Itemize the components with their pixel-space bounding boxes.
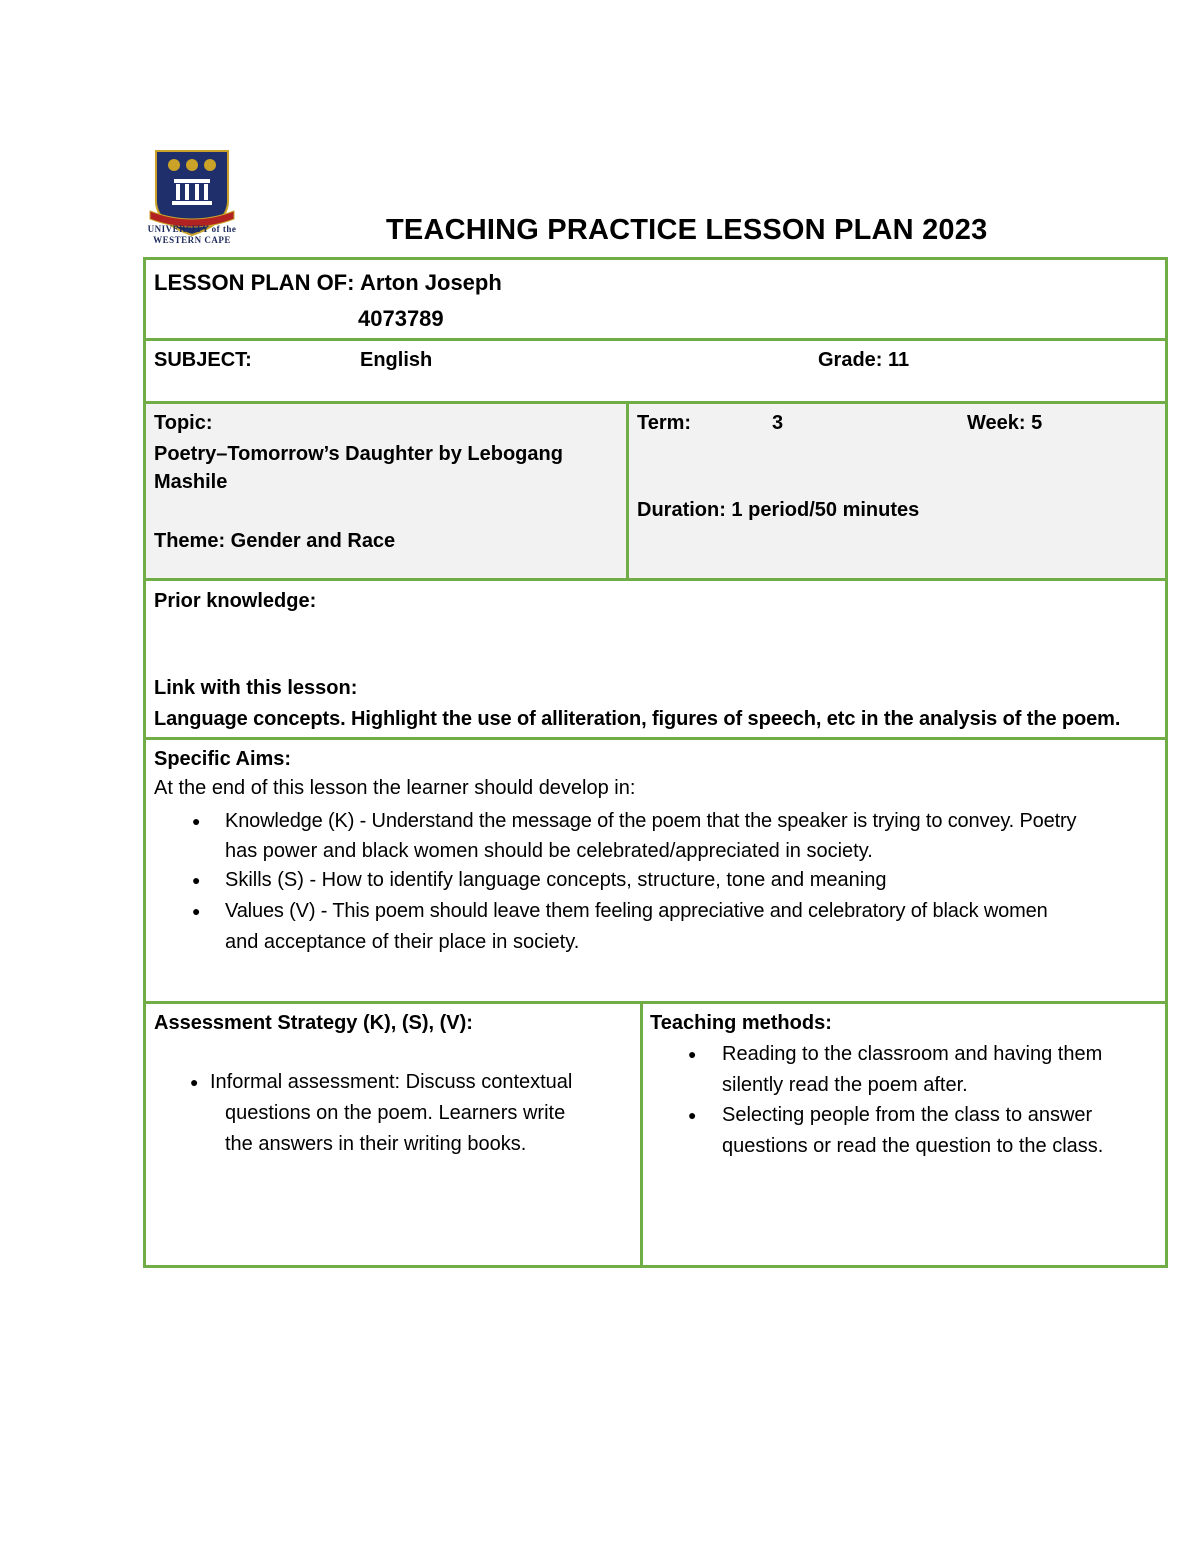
method-2-line-1: Selecting people from the class to answer: [722, 1104, 1093, 1126]
term-value: 3: [772, 412, 784, 434]
method-2-line-2: questions or read the question to the class.: [722, 1135, 1104, 1157]
rule-after-subject: [146, 401, 1165, 404]
bullet-icon: ●: [688, 1046, 697, 1062]
term-label: Term:: [637, 412, 692, 434]
rule-after-aims: [146, 1001, 1165, 1004]
bullet-icon: ●: [688, 1107, 697, 1123]
rule-after-lesson: [146, 338, 1165, 341]
link-label: Link with this lesson:: [154, 677, 358, 699]
student-number: 4073789: [358, 306, 444, 331]
page-title: TEACHING PRACTICE LESSON PLAN 2023: [386, 214, 988, 246]
topic-label: Topic:: [154, 412, 213, 434]
logo-text: [140, 224, 244, 246]
lesson-plan-name: Arton Joseph: [360, 270, 502, 295]
topic-divider: [626, 403, 629, 580]
aims-intro: At the end of this lesson the learner should develop in:: [154, 777, 636, 799]
aim-values-line-2: and acceptance of their place in society.: [225, 931, 580, 953]
method-1-line-2: silently read the poem after.: [722, 1074, 968, 1096]
subject-value: English: [360, 349, 433, 371]
duration-value: Duration: 1 period/50 minutes: [637, 499, 920, 521]
assessment-divider: [640, 1003, 643, 1265]
bullet-icon: ●: [192, 813, 201, 829]
teaching-methods-label: Teaching methods:: [650, 1012, 832, 1034]
assessment-line-2: questions on the poem. Learners write: [225, 1102, 566, 1124]
aim-knowledge-line-1: Knowledge (K) - Understand the message of the poem that the speaker is trying to convey. Poetry: [225, 810, 1077, 832]
lesson-plan-label: LESSON PLAN OF:: [154, 270, 355, 295]
theme-value: Theme: Gender and Race: [154, 530, 396, 552]
aim-skills-line-1: Skills (S) - How to identify language concepts, structure, tone and meaning: [225, 869, 887, 891]
bullet-icon: ●: [192, 903, 201, 919]
bullet-icon: ●: [190, 1074, 199, 1090]
aims-label: Specific Aims:: [154, 748, 292, 770]
link-text: Language concepts. Highlight the use of alliteration, figures of speech, etc in the analysis of the poem.: [154, 708, 1121, 730]
prior-knowledge-label: Prior knowledge:: [154, 590, 317, 612]
topic-line-1: Poetry–Tomorrow’s Daughter by Lebogang: [154, 443, 563, 465]
aim-knowledge-line-2: has power and black women should be celebrated/appreciated in society.: [225, 840, 873, 862]
aim-values-line-1: Values (V) - This poem should leave them feeling appreciative and celebratory of black women: [225, 900, 1048, 922]
rule-after-topic: [146, 578, 1165, 581]
assessment-line-3: the answers in their writing books.: [225, 1133, 527, 1155]
rule-after-prior: [146, 737, 1165, 740]
topic-line-2: Mashile: [154, 471, 228, 493]
bullet-icon: ●: [192, 872, 201, 888]
logo-line-2: WESTERN CAPE: [153, 235, 231, 245]
assessment-line-1: Informal assessment: Discuss contextual: [210, 1071, 573, 1093]
logo-line-1: UNIVERSITY of the: [147, 224, 237, 234]
subject-label: SUBJECT:: [154, 349, 252, 371]
grade-value: Grade: 11: [818, 349, 910, 371]
method-1-line-1: Reading to the classroom and having them: [722, 1043, 1103, 1065]
assessment-label: Assessment Strategy (K), (S), (V):: [154, 1012, 473, 1034]
week-value: Week: 5: [967, 412, 1043, 434]
